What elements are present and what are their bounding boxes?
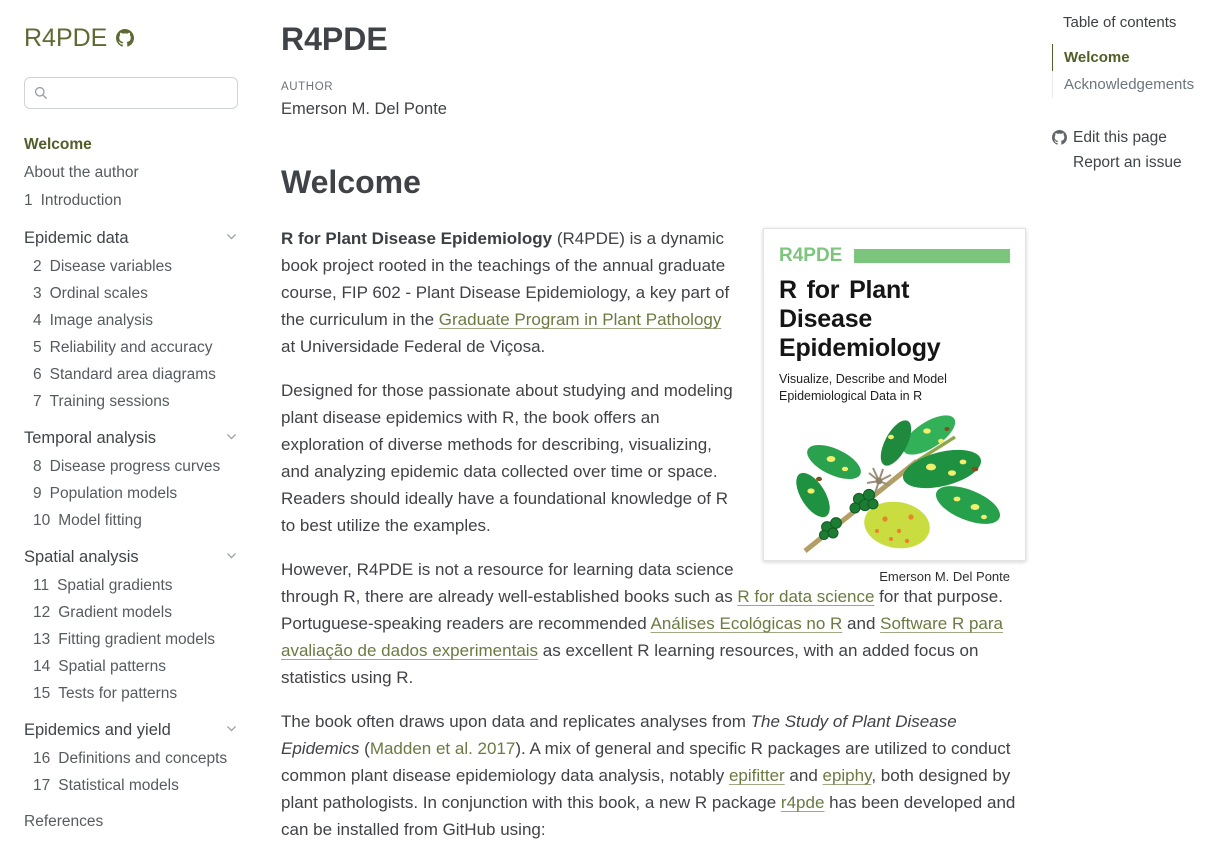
- author-name: Emerson M. Del Ponte: [281, 100, 447, 119]
- github-icon: [1052, 130, 1067, 145]
- search-box[interactable]: [24, 77, 238, 109]
- sidebar-item-label: Training sessions: [49, 392, 170, 410]
- sidebar-item-image-analysis[interactable]: [24, 307, 238, 334]
- inline-link-madden-et-al-2017[interactable]: Madden et al. 2017: [369, 739, 516, 759]
- sidebar-item-label: Spatial patterns: [58, 657, 166, 675]
- author-label: AUTHOR: [281, 81, 334, 94]
- sidebar-item-tests-for-patterns[interactable]: [24, 680, 238, 707]
- toc-tool-edit-this-page[interactable]: [1052, 125, 1220, 150]
- sidebar-section-spatial-analysis[interactable]: [24, 543, 238, 572]
- toc-tool-label: Edit this page: [1073, 128, 1167, 146]
- chapter-number: 13: [33, 630, 51, 648]
- sidebar: [0, 0, 262, 836]
- sidebar-item-ordinal-scales[interactable]: [24, 280, 238, 307]
- sidebar-item-label: Standard area diagrams: [49, 365, 216, 383]
- chapter-number: 3: [33, 284, 42, 302]
- chapter-number: 9: [33, 484, 42, 502]
- sidebar-title[interactable]: R4PDE: [24, 24, 108, 52]
- text-run: at Universidade Federal de Viçosa.: [281, 337, 546, 357]
- sidebar-item-label: Fitting gradient models: [58, 630, 216, 648]
- sidebar-section-label: Spatial analysis: [24, 548, 139, 566]
- toc-tool-label: Report an issue: [1073, 153, 1182, 171]
- chapter-number: 16: [33, 749, 51, 767]
- text-run: (: [359, 739, 370, 759]
- sidebar-item-welcome[interactable]: [24, 131, 238, 159]
- sidebar-item-definitions-and-concepts[interactable]: [24, 745, 238, 772]
- chevron-down-icon[interactable]: [225, 548, 238, 567]
- toc-title: Table of contents: [1063, 14, 1177, 31]
- toc-list: [1052, 44, 1220, 98]
- sidebar-section-epidemics-and-yield[interactable]: [24, 716, 238, 745]
- sidebar-item-label: References: [24, 813, 104, 830]
- toc-sidebar: [1052, 0, 1220, 175]
- toc-tools: [1052, 125, 1220, 175]
- book-cover-image: [763, 228, 1026, 585]
- text-run: (R4PDE) is a dynamic book project rooted in the teachings of the annual graduate course, FIP 602 - Plant Disease Epidemiology, a key part of the curriculum in the: [281, 229, 730, 330]
- inline-link-software-r-para-avalia-o-de-dados-experimentais[interactable]: Software R para avaliação de dados experimentais: [281, 614, 1003, 661]
- sidebar-item-references[interactable]: [24, 808, 238, 836]
- sidebar-item-label: Introduction: [40, 192, 122, 209]
- sidebar-item-label: Tests for patterns: [58, 684, 178, 702]
- sidebar-item-disease-progress-curves[interactable]: [24, 453, 238, 480]
- sidebar-item-label: Definitions and concepts: [58, 749, 228, 767]
- chapter-number: 7: [33, 392, 42, 410]
- sidebar-item-statistical-models[interactable]: [24, 772, 238, 799]
- sidebar-brand-row: [24, 24, 238, 53]
- sidebar-item-fitting-gradient-models[interactable]: [24, 626, 238, 653]
- chapter-number: 2: [33, 257, 42, 275]
- chevron-down-icon[interactable]: [225, 429, 238, 448]
- sidebar-item-label: Disease progress curves: [49, 457, 221, 475]
- cover-subtitle: Visualize, Describe and Model Epidemiological Data in R: [779, 372, 947, 404]
- chapter-number: 5: [33, 338, 42, 356]
- search-input[interactable]: [54, 84, 228, 102]
- toc-item-welcome[interactable]: Welcome: [1052, 44, 1220, 71]
- sidebar-item-label: Disease variables: [49, 257, 172, 275]
- chapter-number: 8: [33, 457, 42, 475]
- sidebar-item-disease-variables[interactable]: [24, 253, 238, 280]
- chapter-number: 4: [33, 311, 42, 329]
- icon-spacer: [1052, 155, 1067, 170]
- text-run: , both designed by plant pathologists. In conjunction with this book, a new R package: [281, 766, 1011, 813]
- book-cover-illustration: [779, 407, 1010, 563]
- sidebar-item-population-models[interactable]: [24, 480, 238, 507]
- cover-brand-row: [779, 242, 1010, 269]
- chapter-number: 15: [33, 684, 51, 702]
- cover-brand: R4PDE: [779, 245, 843, 267]
- main-content: [281, 0, 1026, 860]
- sidebar-item-spatial-patterns[interactable]: [24, 653, 238, 680]
- inline-link-r-for-data-science[interactable]: R for data science: [737, 587, 875, 607]
- paragraph: [281, 708, 1026, 843]
- cover-title: R for Plant Disease Epidemiology: [779, 276, 941, 363]
- chapter-number: 14: [33, 657, 51, 675]
- inline-link-an-lises-ecol-gicas-no-r[interactable]: Análises Ecológicas no R: [650, 614, 843, 634]
- cover-author: Emerson M. Del Ponte: [879, 569, 1010, 585]
- sidebar-item-label: About the author: [24, 164, 139, 181]
- sidebar-item-reliability-and-accuracy[interactable]: [24, 334, 238, 361]
- sidebar-item-training-sessions[interactable]: [24, 388, 238, 415]
- chapter-number: 12: [33, 603, 51, 621]
- github-icon[interactable]: [116, 31, 134, 47]
- chapter-number: 10: [33, 511, 51, 529]
- chapter-number: 6: [33, 365, 42, 383]
- article-body: [281, 225, 1026, 843]
- cover-green-bar: [854, 249, 1010, 263]
- sidebar-item-label: Reliability and accuracy: [49, 338, 213, 356]
- sidebar-item-label: Gradient models: [58, 603, 172, 621]
- text-run: and: [784, 766, 823, 786]
- inline-link-epifitter[interactable]: epifitter: [728, 766, 785, 786]
- bold-text: R for Plant Disease Epidemiology: [281, 229, 553, 249]
- sidebar-item-label: Spatial gradients: [57, 576, 173, 594]
- chapter-number: 11: [33, 576, 50, 594]
- sidebar-item-spatial-gradients[interactable]: [24, 572, 238, 599]
- sidebar-item-model-fitting[interactable]: [24, 507, 238, 534]
- inline-link-r4pde[interactable]: r4pde: [780, 793, 825, 813]
- inline-link-graduate-program-in-plant-pathology[interactable]: Graduate Program in Plant Pathology: [438, 310, 722, 330]
- text-run: and: [842, 614, 881, 634]
- chapter-number: 1: [24, 192, 33, 209]
- page-title: Welcome: [281, 164, 421, 201]
- text-run: The book often draws upon data and replicates analyses from: [281, 712, 751, 732]
- sidebar-section-label: Temporal analysis: [24, 429, 157, 447]
- sidebar-item-introduction[interactable]: [24, 187, 238, 215]
- text-run: as excellent R learning resources, with an added focus on statistics using R.: [281, 641, 979, 688]
- italic-text: The Study of Plant Disease Epidemics: [281, 712, 957, 759]
- sidebar-item-label: Model fitting: [58, 511, 142, 529]
- toc-item-acknowledgements[interactable]: Acknowledgements: [1052, 71, 1220, 98]
- sidebar-item-label: Statistical models: [58, 776, 179, 794]
- text-run: ). A mix of general and specific R packages are utilized to conduct common plant disease epidemiology data analysis, notably: [281, 739, 1011, 786]
- sidebar-section-label: Epidemic data: [24, 229, 129, 247]
- sidebar-item-gradient-models[interactable]: [24, 599, 238, 626]
- text-run: for that purpose. Portuguese-speaking readers are recommended: [281, 587, 1003, 634]
- site-title: R4PDE: [281, 21, 388, 57]
- chapter-number: 17: [33, 776, 51, 794]
- search-icon: [34, 86, 48, 100]
- sidebar-item-label: Population models: [49, 484, 178, 502]
- text-run: Designed for those passionate about studying and modeling plant disease epidemics with R, the book offers an exploration of diverse methods for describing, visualizing, and analyzing epidemic data collected over time or space. Readers should ideally have a foundational knowledge of R to best utilize the examples.: [281, 381, 733, 536]
- chevron-down-icon[interactable]: [225, 229, 238, 248]
- chevron-down-icon[interactable]: [225, 721, 238, 740]
- sidebar-item-label: Welcome: [24, 136, 92, 153]
- sidebar-item-standard-area-diagrams[interactable]: [24, 361, 238, 388]
- text-run: has been developed and can be installed from GitHub using:: [281, 793, 1016, 840]
- sidebar-item-label: Image analysis: [49, 311, 154, 329]
- sidebar-section-label: Epidemics and yield: [24, 721, 171, 739]
- inline-link-epiphy[interactable]: epiphy: [822, 766, 872, 786]
- sidebar-item-about-the-author[interactable]: [24, 159, 238, 187]
- sidebar-nav: [24, 131, 238, 836]
- sidebar-section-epidemic-data[interactable]: [24, 224, 238, 253]
- toc-tool-report-an-issue[interactable]: [1052, 150, 1220, 175]
- sidebar-section-temporal-analysis[interactable]: [24, 424, 238, 453]
- sidebar-item-label: Ordinal scales: [49, 284, 148, 302]
- text-run: However, R4PDE is not a resource for learning data science through R, there are already well-established books such as: [281, 560, 738, 607]
